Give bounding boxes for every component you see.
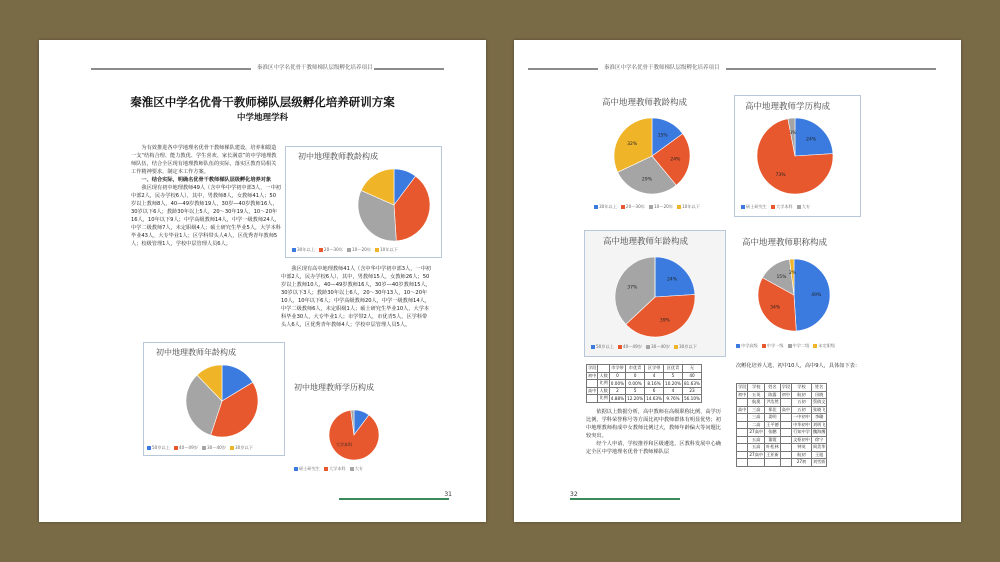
chart-legend	[594, 204, 700, 210]
paragraph: 为有效推进各中学地理名优骨干教师梯队建设，培养和锻造一支“结构合理、能力教优、学生喜欢、家长满意”的中学地理教师队伍，结合全区现有地理教师队伍的实际，落实区教育局相关工作精神要求，制定本工作方案。	[131, 145, 277, 175]
page-title: 秦淮区中学名优骨干教师梯队层级孵化培养研训方案	[130, 95, 395, 109]
left-page	[39, 40, 486, 522]
table-cell: 9.76%	[664, 395, 683, 403]
table-cell: 比例	[599, 395, 608, 401]
table-cell: 五英	[748, 391, 765, 399]
legend-item: 中学高级	[741, 343, 758, 348]
paragraph: 次孵化培养人选，初中10人，高中9人，具体如下表：	[736, 363, 861, 369]
table-cell	[780, 414, 791, 422]
table-cell	[737, 459, 748, 467]
table-cell: 市优青	[626, 365, 645, 373]
table-cell: 23	[683, 387, 702, 395]
table-cell: 10.20%	[665, 380, 681, 386]
legend-item: 30～40岁	[206, 445, 226, 450]
chart-title: 初中地理教师年龄构成	[156, 348, 236, 357]
table-cell: 五高	[748, 444, 765, 452]
paragraph: 我区现有初中地理教师49人（含中华中学初中部3人，一中初中部2人，民办学校6人），其中，男教师8人，女教师41人；50岁以上教师8人，40—49岁教师19人，30岁—40岁教师16人，30岁以下6人；教龄30年以上5人，20～30年19人，10～20年16人，10年以下9人；中学高级教师14人，中学一级教师24人，中学二级教师7人，未定职级4人；硕士研究生毕业5人，大学本科毕业43人，大专毕业1人；区学科带头人4人，区优秀青年教师5人；校级管理1人，学校中层管理人员6人。	[131, 185, 281, 247]
table-cell: 学校	[792, 384, 812, 392]
legend-item: 中学二级	[792, 343, 810, 348]
table-row	[737, 444, 827, 452]
chart-title: 高中地理教师年龄构成	[603, 237, 689, 247]
table-cell: 徐宁	[811, 436, 827, 444]
slice-label: 15%	[776, 275, 787, 281]
legend-item: 30年以上	[297, 247, 315, 252]
table-row	[737, 414, 827, 422]
pie-chart	[758, 259, 830, 331]
table-cell: 81.63%	[684, 380, 700, 386]
chart-junior-teaching-years	[285, 146, 442, 258]
table-row	[587, 365, 702, 373]
chart-title: 高中地理教师教龄构成	[602, 98, 688, 108]
table-cell: 文枢初中	[793, 436, 810, 442]
table-cell: 27高中	[749, 451, 764, 457]
text-block-highschool	[281, 265, 431, 329]
chart-legend	[147, 445, 253, 451]
table-cell	[587, 380, 598, 388]
table-cell: 14.63%	[646, 395, 663, 401]
table-cell: 二高	[748, 421, 765, 429]
legend-item: 大学本科	[328, 466, 346, 471]
legend-item: 10～20年	[351, 247, 371, 252]
header-rule	[528, 68, 598, 70]
chart-legend	[294, 466, 363, 472]
table-cell: 27高中	[749, 429, 764, 435]
table-cell	[737, 451, 748, 459]
table-cell: 高中	[738, 406, 747, 412]
chart-legend	[292, 247, 398, 253]
chart-senior-age	[584, 230, 726, 357]
legend-item: 20～30年	[323, 247, 343, 252]
pie-chart	[358, 169, 430, 241]
header-rule	[91, 68, 251, 70]
table-cell: 5	[664, 372, 683, 380]
legend-item: 30岁以下	[679, 344, 697, 349]
candidate-names-table	[736, 383, 827, 467]
legend-item: 50岁以上	[596, 344, 614, 349]
legend-item: 10年以下	[380, 247, 398, 252]
table-cell	[780, 444, 791, 452]
table-cell: 6	[645, 387, 664, 395]
table-cell	[737, 421, 748, 429]
chart-legend	[736, 343, 835, 349]
right-page	[514, 40, 961, 522]
slice-label: 29%	[641, 177, 652, 183]
table-row	[587, 395, 702, 403]
table-cell: 张晓飞	[812, 406, 826, 412]
table-cell: 初中	[781, 391, 791, 397]
table-cell: 姜明	[765, 414, 781, 422]
table-cell: 五初	[792, 406, 812, 414]
table-cell: 周美华	[812, 444, 826, 450]
table-cell	[737, 444, 748, 452]
table-cell	[780, 436, 791, 444]
table-cell: 学段	[781, 384, 791, 390]
table-cell	[780, 459, 791, 467]
table-row	[587, 372, 702, 380]
slice-label: 24%	[666, 277, 677, 283]
pie-chart	[186, 365, 258, 437]
honor-stats-table	[586, 364, 702, 403]
table-cell: 中华初中	[793, 421, 810, 427]
table-cell: 人数	[599, 387, 608, 393]
table-cell	[587, 395, 598, 403]
table-cell: 叶松林	[766, 444, 779, 450]
table-cell	[737, 399, 748, 407]
text-block-intro	[131, 144, 281, 248]
table-cell: 人数	[599, 372, 608, 378]
table-cell: 0.00%	[626, 380, 645, 388]
table-cell: 0	[626, 372, 645, 380]
table-cell: 陈露	[765, 391, 781, 399]
page-number: 31	[444, 491, 452, 498]
table-cell: 董霞	[765, 436, 781, 444]
pie-chart	[614, 118, 690, 194]
table-cell: 行知中学	[793, 429, 810, 435]
legend-item: 大学本科	[775, 204, 793, 209]
table-row	[737, 451, 827, 459]
table-cell: 2	[609, 387, 625, 395]
table-cell: 56.10%	[684, 395, 700, 401]
legend-item: 30年以上	[599, 204, 617, 209]
table-cell: 王旭	[811, 451, 827, 459]
slice-label: 73%	[775, 173, 786, 179]
table-cell: 姓名	[765, 384, 781, 392]
header-rule	[726, 68, 936, 70]
legend-item: 中学一级	[766, 343, 784, 348]
table-cell: 40	[683, 372, 702, 380]
table-cell: 田晓	[811, 391, 827, 399]
table-cell: 一中初中	[793, 414, 810, 420]
table-cell	[737, 414, 748, 422]
footer-rule	[339, 498, 449, 500]
table-cell	[598, 365, 609, 373]
slice-label: 24%	[806, 137, 817, 143]
table-cell: 高中	[588, 387, 597, 393]
table-cell: 学段	[738, 384, 747, 390]
pie-chart	[615, 257, 695, 337]
running-header: 秦淮区中学名优骨干教师梯队层级孵化培养项目	[257, 65, 373, 71]
paragraph: 依据以上数据分析，高中教师在高级职称比例、高学历比例、学科荣誉称号等方面比初中教师群体有明显优势；初中地理教师构成中女教师比例过大，教师年龄偏大等问题比较突出。	[586, 409, 721, 439]
text-block-analysis	[586, 408, 726, 456]
table-cell	[737, 436, 748, 444]
legend-item: 40～49岁	[178, 445, 198, 450]
chart-junior-education	[284, 380, 414, 475]
table-cell: 学段	[588, 365, 597, 371]
slice-label: 34%	[770, 305, 781, 311]
table-cell	[765, 459, 781, 467]
chart-legend	[591, 344, 697, 350]
table-row	[737, 436, 827, 444]
table-cell: 无	[683, 365, 702, 373]
table-cell: 高中	[781, 406, 791, 412]
table-cell: 27初	[792, 459, 812, 467]
slice-label: 2%	[789, 271, 797, 277]
table-cell: 魏海鹰	[812, 429, 826, 435]
table-cell: 市学带	[611, 365, 624, 371]
table-cell: 三高	[748, 414, 765, 422]
text-block-side	[736, 362, 866, 370]
slice-label: 15%	[657, 133, 668, 139]
table-cell: 王亚新	[766, 451, 779, 457]
legend-item: 大专	[801, 204, 811, 209]
table-row	[737, 459, 827, 467]
table-cell: 刘雪娇	[812, 459, 826, 465]
table-cell: 钟英	[792, 444, 812, 452]
table-row	[737, 399, 827, 407]
pie-chart	[329, 410, 379, 460]
table-cell: 初中	[588, 372, 597, 378]
table-cell: 王平德	[766, 421, 779, 427]
table-cell: 航初	[792, 451, 812, 459]
table-cell: 三高	[748, 406, 765, 414]
legend-item: 30～40岁	[650, 344, 670, 349]
legend-item: 大专	[354, 466, 364, 471]
page-number: 32	[570, 491, 578, 498]
slice-label: 32%	[627, 141, 638, 147]
table-cell: 蔡倩文	[812, 399, 826, 405]
slice-label: 37%	[627, 285, 638, 291]
table-cell: 比例	[599, 380, 608, 386]
table-cell: 5	[626, 387, 645, 395]
chart-title: 高中地理教师学历构成	[745, 102, 831, 112]
section-heading: 一、结合实际，明确名优骨干教师梯队层级孵化培养对象	[141, 177, 272, 183]
table-cell: 12.20%	[627, 395, 644, 401]
paragraph: 我区现有高中地理教师41人（含中华中学初中部3人，一中初中部2人，民办学校6人），其中，男教师15人，女教师26人；50岁以上教师10人，40—49岁教师16人，30岁—40岁教师15人，30岁以下3人；教龄30年以上6人，20～30年13人，10～20年10人，10年以下6人；中学高级教师20人，中学一级教师14人，中学二级教师6人，未定职级1人；硕士研究生毕业10人，大学本科毕业30人，大专毕业1人；市学带2人，市优青5人，区学科带头人6人，区优秀青年教师4人；学校中层管理人员5人。	[281, 266, 431, 328]
footer-rule	[570, 498, 680, 500]
table-row	[737, 384, 827, 392]
table-cell: 4.88%	[610, 395, 625, 401]
legend-item: 硕士研究生	[746, 204, 767, 209]
table-cell: 初中	[738, 391, 747, 397]
chart-title: 初中地理教师学历构成	[294, 383, 374, 392]
table-cell: 姓名	[811, 384, 827, 392]
table-cell	[737, 429, 748, 437]
table-cell	[780, 429, 791, 437]
table-cell: 4	[645, 372, 664, 380]
chart-title: 初中地理教师教龄构成	[298, 152, 378, 161]
table-cell	[748, 459, 765, 467]
paragraph: 经个人申请，学校推荐和区级遴选，区教科发展中心确定全区中学地理名优骨干教师梯队层	[586, 441, 721, 455]
page-subtitle: 中学地理学科	[236, 113, 288, 123]
chart-senior-teaching-years	[584, 90, 724, 215]
slice-label: 39%	[659, 318, 670, 324]
table-cell	[780, 399, 791, 407]
table-row	[737, 421, 827, 429]
table-row	[587, 380, 702, 388]
table-cell: 航初	[792, 391, 812, 399]
table-cell: 五高	[748, 436, 765, 444]
table-cell: 区优青	[664, 365, 683, 373]
table-cell: 尹浩然	[766, 399, 779, 405]
legend-item: 10～20年	[653, 204, 673, 209]
table-cell: 0	[609, 372, 625, 380]
legend-item: 20～30年	[625, 204, 645, 209]
chart-legend	[741, 204, 810, 210]
legend-item: 50岁以上	[152, 445, 170, 450]
table-row	[737, 429, 827, 437]
table-cell: 区学带	[645, 365, 664, 373]
table-row	[587, 387, 702, 395]
table-cell	[780, 421, 791, 429]
pie-chart	[757, 118, 833, 194]
chart-senior-education	[734, 95, 861, 217]
table-cell	[780, 451, 791, 459]
table-cell: 学校	[748, 384, 765, 392]
table-cell: 五初	[792, 399, 812, 407]
legend-item: 40～49岁	[622, 344, 642, 349]
slice-label: 大学本科	[336, 442, 352, 447]
legend-item: 30岁以下	[235, 445, 253, 450]
table-cell: 刘明飞	[812, 421, 826, 427]
table-cell: 4	[664, 387, 683, 395]
header-rule	[374, 68, 444, 70]
running-header: 秦淮区中学名优骨干教师梯队层级孵化培养项目	[604, 65, 720, 71]
chart-junior-age	[143, 342, 285, 456]
table-cell: 航奥	[748, 399, 765, 407]
table-row	[737, 391, 827, 399]
slice-label: 3%	[789, 131, 797, 137]
table-cell: 8.16%	[645, 380, 664, 388]
chart-senior-title	[732, 230, 867, 355]
table-cell: 李璐	[811, 414, 827, 422]
table-cell: 张鹏	[765, 429, 781, 437]
table-cell: 郑佳	[765, 406, 781, 414]
slice-label: 49%	[811, 292, 822, 298]
legend-item: 10年以下	[682, 204, 700, 209]
table-row	[737, 406, 827, 414]
slice-label: 24%	[670, 157, 681, 163]
table-cell: 0.00%	[610, 380, 625, 386]
chart-title: 高中地理教师职称构成	[742, 238, 828, 248]
legend-item: 未定职级	[818, 343, 836, 348]
legend-item: 硕士研究生	[299, 466, 320, 471]
